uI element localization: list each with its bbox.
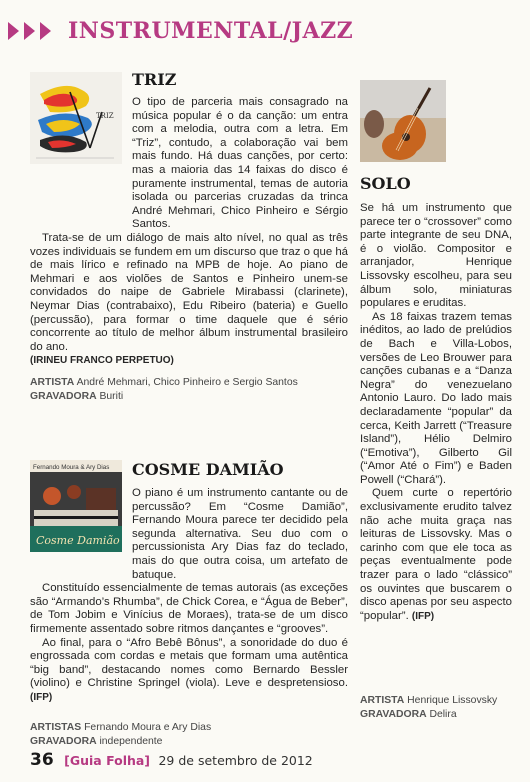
page-number: 36 [30,750,54,770]
solo-label: Delira [429,709,457,720]
chevron-right-icon [24,22,35,40]
cosme-label: independente [99,736,163,747]
triz-artist: André Mehmari, Chico Pinheiro e Sergio Santos [76,377,298,388]
cosme-paragraph: Ao final, para o “Afro Bebê Bônus”, a sonoridade do duo é engrossada com cordas e metais que formam uma autêntica “big band”, destacando nomes como Bernardo Bessler (violino) e Christine Springel (viola). Leve e despretensioso. [30,636,348,690]
solo-paragraph: As 18 faixas trazem temas inéditos, ao lado de prelúdios de Bach e Villa-Lobos, versões de Leo Brouwer para canções cubanas e a “Danza Negra” do venezuelano Antonio Lauro. Do lado mais declaradamente “popular” da cerca, Keith Jarrett (“Treasure Island”), Hélio Delmiro (“Emotiva”), Gilberto Gil (“Amor Até o Fim”) e Baden Powell (“Chará”). [360,310,512,486]
issue-date: 29 de setembro de 2012 [158,753,313,768]
left-column [30,62,350,752]
cosme-paragraph: Constituído essencialmente de temas autorais (as exceções são “Armando’s Rhumba”, de Chick Corea, e “Água de Beber”, de Tom Jobim e Vinícius de Moraes), trata-se de um disco firmemente assentado sobre ritmos dançantes e “grooves”. [30,582,348,635]
page-footer [30,750,510,774]
cosme-artist-label: ARTISTAS [30,722,82,733]
triz-body [30,96,348,367]
publication-name: [Guia Folha] [64,753,151,768]
cosme-damiao-body [30,487,348,727]
triz-title: TRIZ [132,70,177,89]
triz-label-label: GRAVADORA [30,391,97,402]
cosme-label-credit [30,735,162,748]
triz-label: Buriti [99,391,124,402]
triz-artist-credit [30,376,298,389]
cosme-paragraph: O piano é um instrumento cantante ou de percussão? Em “Cosme Damião”, Fernando Moura parece ter decidido pela segunda alternativa. Seu duo com o percussionista Ary Dias faz do teclado, mais do que outra coisa, um artefato de batuque. [132,487,348,581]
solo-artist-credit [360,694,497,707]
chevron-right-icon [8,22,19,40]
cosme-artist: Fernando Moura e Ary Dias [84,722,212,733]
solo-label-label: GRAVADORA [360,709,427,720]
triz-cover-label: TRIZ [96,112,114,120]
solo-paragraph: Quem curte o repertório exclusivamente erudito talvez não ache muita graça nas leituras de Lissovsky. Mas o carinho com que ele toca as peças eventualmente pode trazer para o lado “clássico” os ouvintes que buscarem o disco apenas por seu aspecto “popular”. [360,487,512,622]
cosme-damiao-title: COSME DAMIÃO [132,460,284,479]
cosme-artist-credit [30,721,211,734]
triz-artist-label: ARTISTA [30,377,75,388]
triz-byline: (IRINEU FRANCO PERPETUO) [30,355,174,367]
cosme-cover-label: Fernando Moura & Ary Dias [33,464,110,471]
solo-byline: (IFP) [411,610,435,622]
solo-label-credit [360,708,457,721]
solo-artist: Henrique Lissovsky [407,695,498,706]
right-column [360,62,515,752]
cosme-byline: (IFP) [30,691,53,703]
solo-artist-label: ARTISTA [360,695,405,706]
section-header [0,10,530,50]
solo-body [360,202,512,702]
cosme-label-label: GRAVADORA [30,736,97,747]
solo-title: SOLO [360,174,411,193]
triz-paragraph: Trata-se de um diálogo de mais alto nível, no qual as três vozes individuais se fundem em um discurso que traz o que há de mais lírico e refinado na MPB de hoje. Ao piano de Mehmari e aos violões de Santos e Pinheiro unem-se convidados do naipe de Gabriele Mirabassi (clarinete), Neymar Dias (contrabaixo), Edu Ribeiro (bateria) e Guello (percussão), para formar o time daquele que é sério concorrente ao título de melhor álbum instrumental brasileiro do ano. [30,231,348,353]
solo-paragraph: Se há um instrumento que parece ter o “crossover” como parte integrante de seu DNA, é o violão. Compositor e arranjador, Henrique Lissovsky escolheu, para seu álbum solo, miniaturas populares e eruditas. [360,202,512,310]
chevron-right-icon [40,22,51,40]
triz-paragraph: O tipo de parceria mais consagrado na música popular é o da canção: um entra com a melodia, outra com a letra. Em “Triz”, contudo, a colaboração vai bem mais fundo. Há duas canções, por certo: mas a maioria das 14 faixas do disco é puramente instrumental, temas de autoria isolada ou parcerias cruzadas da trinca André Mehmari, Chico Pinheiro e Sérgio Santos. [132,96,348,231]
section-title: INSTRUMENTAL/JAZZ [68,18,354,44]
cosme-cover-script: Cosme Damião [36,534,120,547]
triz-label-credit [30,390,123,403]
solo-album-cover [360,80,446,162]
